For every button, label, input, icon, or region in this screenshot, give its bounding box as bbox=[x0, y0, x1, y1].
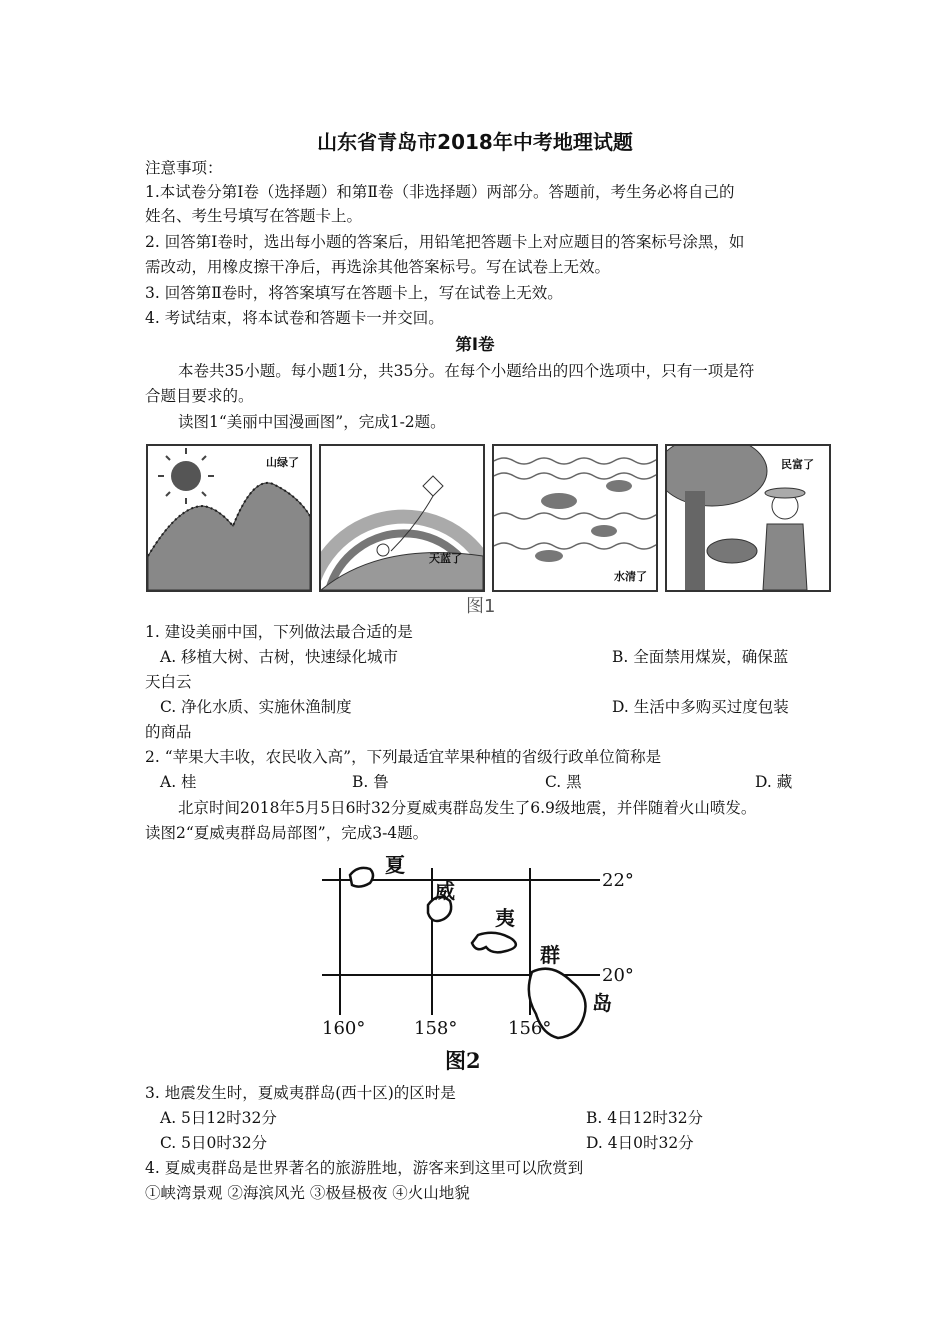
map-label-22: 22° bbox=[602, 870, 634, 891]
q1-option-c: C. 净化水质、实施休渔制度 bbox=[160, 698, 352, 716]
q3-stem: 3. 地震发生时，夏威夷群岛(西十区)的区时是 bbox=[145, 1084, 456, 1102]
panel-2-caption: 天蓝了 bbox=[429, 552, 462, 565]
rainbow-kite-illustration bbox=[321, 446, 483, 590]
panel-4-caption: 民富了 bbox=[781, 458, 814, 471]
passage-2-line-2: 读图2“夏威夷群岛局部图”，完成3-4题。 bbox=[145, 824, 429, 842]
map-label-156: 156° bbox=[508, 1018, 552, 1039]
map-label-158: 158° bbox=[414, 1018, 458, 1039]
q4-options: ①峡湾景观 ②海滨风光 ③极昼极夜 ④火山地貌 bbox=[145, 1184, 470, 1202]
maui-molokai-islands bbox=[472, 933, 516, 953]
map-name-wei: 威 bbox=[435, 879, 455, 903]
note-2-line-1: 2. 回答第Ⅰ卷时，选出每小题的答案后，用铅笔把答题卡上对应题目的答案标号涂黑，如 bbox=[145, 233, 745, 251]
q2-option-c: C. 黑 bbox=[545, 773, 582, 791]
q3-option-b: B. 4日12时32分 bbox=[586, 1109, 704, 1127]
map-name-yi: 夷 bbox=[495, 906, 515, 930]
note-1-line-1: 1.本试卷分第Ⅰ卷（选择题）和第Ⅱ卷（非选择题）两部分。答题前，考生务必将自己的 bbox=[145, 183, 735, 201]
q1-option-a: A. 移植大树、古树，快速绿化城市 bbox=[160, 648, 399, 666]
hawaii-map bbox=[310, 850, 670, 1075]
map-name-xia: 夏 bbox=[385, 853, 405, 877]
section-intro-line-1: 本卷共35小题。每小题1分，共35分。在每个小题给出的四个选项中，只有一项是符 bbox=[178, 362, 755, 380]
passage-2-line-1: 北京时间2018年5月5日6时32分夏威夷群岛发生了6.9级地震，并伴随着火山喷发。 bbox=[178, 799, 757, 817]
cartoon-panel-water bbox=[492, 444, 658, 592]
q3-option-a: A. 5日12时32分 bbox=[160, 1109, 277, 1127]
note-2-line-2: 需改动，用橡皮擦干净后，再选涂其他答案标号。写在试卷上无效。 bbox=[145, 258, 611, 276]
note-1-line-2: 姓名、考生号填写在答题卡上。 bbox=[145, 207, 363, 225]
q2-stem: 2. “苹果大丰收，农民收入高”，下列最适宜苹果种植的省级行政单位简称是 bbox=[145, 748, 662, 766]
panel-3-caption: 水清了 bbox=[614, 570, 647, 583]
q3-option-c: C. 5日0时32分 bbox=[160, 1134, 268, 1152]
cartoon-panel-mountains bbox=[146, 444, 312, 592]
q4-stem: 4. 夏威夷群岛是世界著名的旅游胜地，游客来到这里可以欣赏到 bbox=[145, 1159, 584, 1177]
q1-option-b-continued: 天白云 bbox=[145, 673, 192, 691]
q2-option-b: B. 鲁 bbox=[352, 773, 389, 791]
read-figure-1-instruction: 读图1“美丽中国漫画图”，完成1-2题。 bbox=[178, 413, 446, 431]
note-4: 4. 考试结束，将本试卷和答题卡一并交回。 bbox=[145, 309, 444, 327]
q1-option-d-continued: 的商品 bbox=[145, 723, 192, 741]
q1-stem: 1. 建设美丽中国，下列做法最合适的是 bbox=[145, 623, 413, 641]
section-heading: 第Ⅰ卷 bbox=[455, 335, 495, 354]
q2-option-d: D. 藏 bbox=[755, 773, 793, 791]
figure-1-caption: 图1 bbox=[466, 596, 496, 617]
section-intro-line-2: 合题目要求的。 bbox=[145, 387, 254, 405]
kauai-island bbox=[350, 868, 373, 887]
q1-option-b: B. 全面禁用煤炭，确保蓝 bbox=[612, 648, 789, 666]
figure-2-caption: 图2 bbox=[445, 1048, 481, 1073]
notes-heading: 注意事项： bbox=[145, 159, 223, 177]
q2-option-a: A. 桂 bbox=[160, 773, 197, 791]
q1-option-d: D. 生活中多购买过度包装 bbox=[612, 698, 789, 716]
map-label-160: 160° bbox=[322, 1018, 366, 1039]
cartoon-panel-farmer bbox=[665, 444, 831, 592]
map-name-dao: 岛 bbox=[592, 991, 612, 1015]
page-title: 山东省青岛市2018年中考地理试题 bbox=[317, 130, 633, 154]
q3-option-d: D. 4日0时32分 bbox=[586, 1134, 694, 1152]
map-name-qun: 群 bbox=[540, 943, 560, 967]
panel-1-caption: 山绿了 bbox=[266, 456, 299, 469]
cartoon-panel-sky bbox=[319, 444, 485, 592]
map-label-20: 20° bbox=[602, 965, 634, 986]
note-3: 3. 回答第Ⅱ卷时，将答案填写在答题卡上，写在试卷上无效。 bbox=[145, 284, 563, 302]
